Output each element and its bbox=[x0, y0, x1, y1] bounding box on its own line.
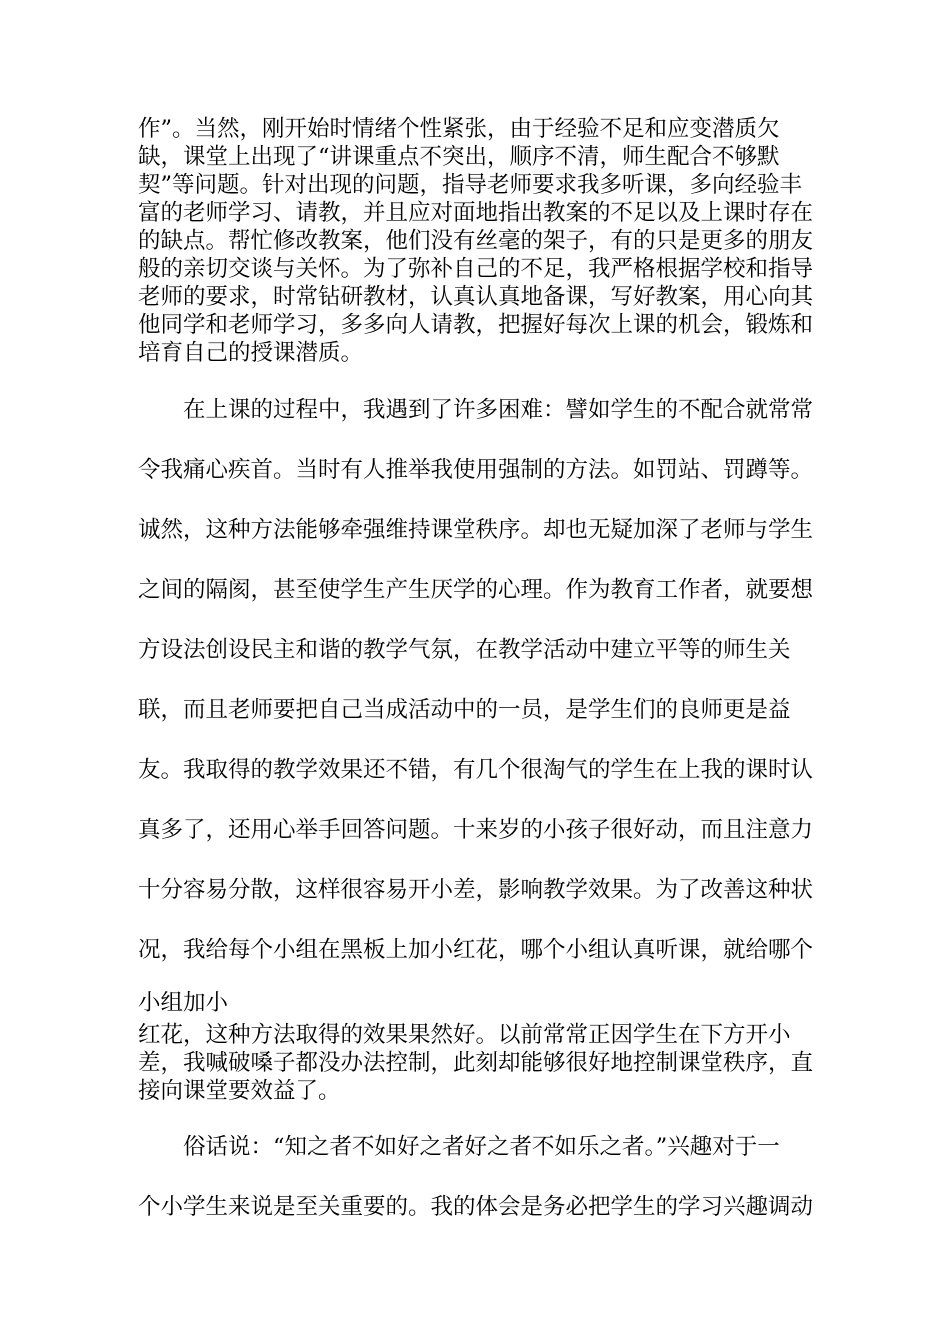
text-line: 诚然，这种方法能够牵强维持课堂秩序。却也无疑加深了老师与学生 bbox=[138, 517, 814, 543]
text-line: 真多了，还用心举手回答问题。十来岁的小孩子很好动，而且注意力 bbox=[138, 817, 814, 843]
paragraph-first-line: 在上课的过程中，我遇到了许多困难：譬如学生的不配合就常常 bbox=[183, 397, 814, 423]
text-line: 况，我给每个小组在黑板上加小红花，哪个小组认真听课，就给哪个 bbox=[138, 937, 814, 963]
text-line: 契”等问题。针对出现的问题，指导老师要求我多听课，多向经验丰 bbox=[138, 172, 803, 198]
text-line: 红花，这种方法取得的效果果然好。以前常常正因学生在下方开小 bbox=[138, 1022, 791, 1048]
text-line: 缺，课堂上出现了“讲课重点不突出，顺序不清，师生配合不够默 bbox=[138, 144, 780, 170]
text-line: 方设法创设民主和谐的教学气氛，在教学活动中建立平等的师生关 bbox=[138, 637, 791, 663]
text-line: 联，而且老师要把自己当成活动中的一员，是学生们的良师更是益 bbox=[138, 697, 791, 723]
text-line: 他同学和老师学习，多多向人请教，把握好每次上课的机会，锻炼和 bbox=[138, 312, 814, 338]
text-line: 作”。当然，刚开始时情绪个性紧张，由于经验不足和应变潜质欠 bbox=[138, 116, 780, 142]
text-line: 小组加小 bbox=[138, 990, 229, 1016]
text-line: 十分容易分散，这样很容易开小差，影响教学效果。为了改善这种状 bbox=[138, 877, 814, 903]
text-line: 个小学生来说是至关重要的。我的体会是务必把学生的学习兴趣调动 bbox=[138, 1194, 814, 1220]
text-line: 差，我喊破嗓子都没办法控制，此刻却能够很好地控制课堂秩序，直 bbox=[138, 1050, 814, 1076]
text-line: 令我痛心疾首。当时有人推举我使用强制的方法。如罚站、罚蹲等。 bbox=[138, 457, 814, 483]
text-line: 富的老师学习、请教，并且应对面地指出教案的不足以及上课时存在 bbox=[138, 200, 814, 226]
text-line: 老师的要求，时常钻研教材，认真认真地备课，写好教案，用心向其 bbox=[138, 284, 814, 310]
text-line: 培育自己的授课潜质。 bbox=[138, 340, 364, 366]
text-line: 之间的隔阂，甚至使学生产生厌学的心理。作为教育工作者，就要想 bbox=[138, 577, 814, 603]
text-line: 接向课堂要效益了。 bbox=[138, 1078, 341, 1104]
text-line: 友。我取得的教学效果还不错，有几个很淘气的学生在上我的课时认 bbox=[138, 757, 814, 783]
text-line: 的缺点。帮忙修改教案，他们没有丝毫的架子，有的只是更多的朋友 bbox=[138, 228, 814, 254]
paragraph-first-line: 俗话说：“知之者不如好之者好之者不如乐之者。”兴趣对于一 bbox=[183, 1134, 780, 1160]
text-line: 般的亲切交谈与关怀。为了弥补自己的不足，我严格根据学校和指导 bbox=[138, 256, 814, 282]
